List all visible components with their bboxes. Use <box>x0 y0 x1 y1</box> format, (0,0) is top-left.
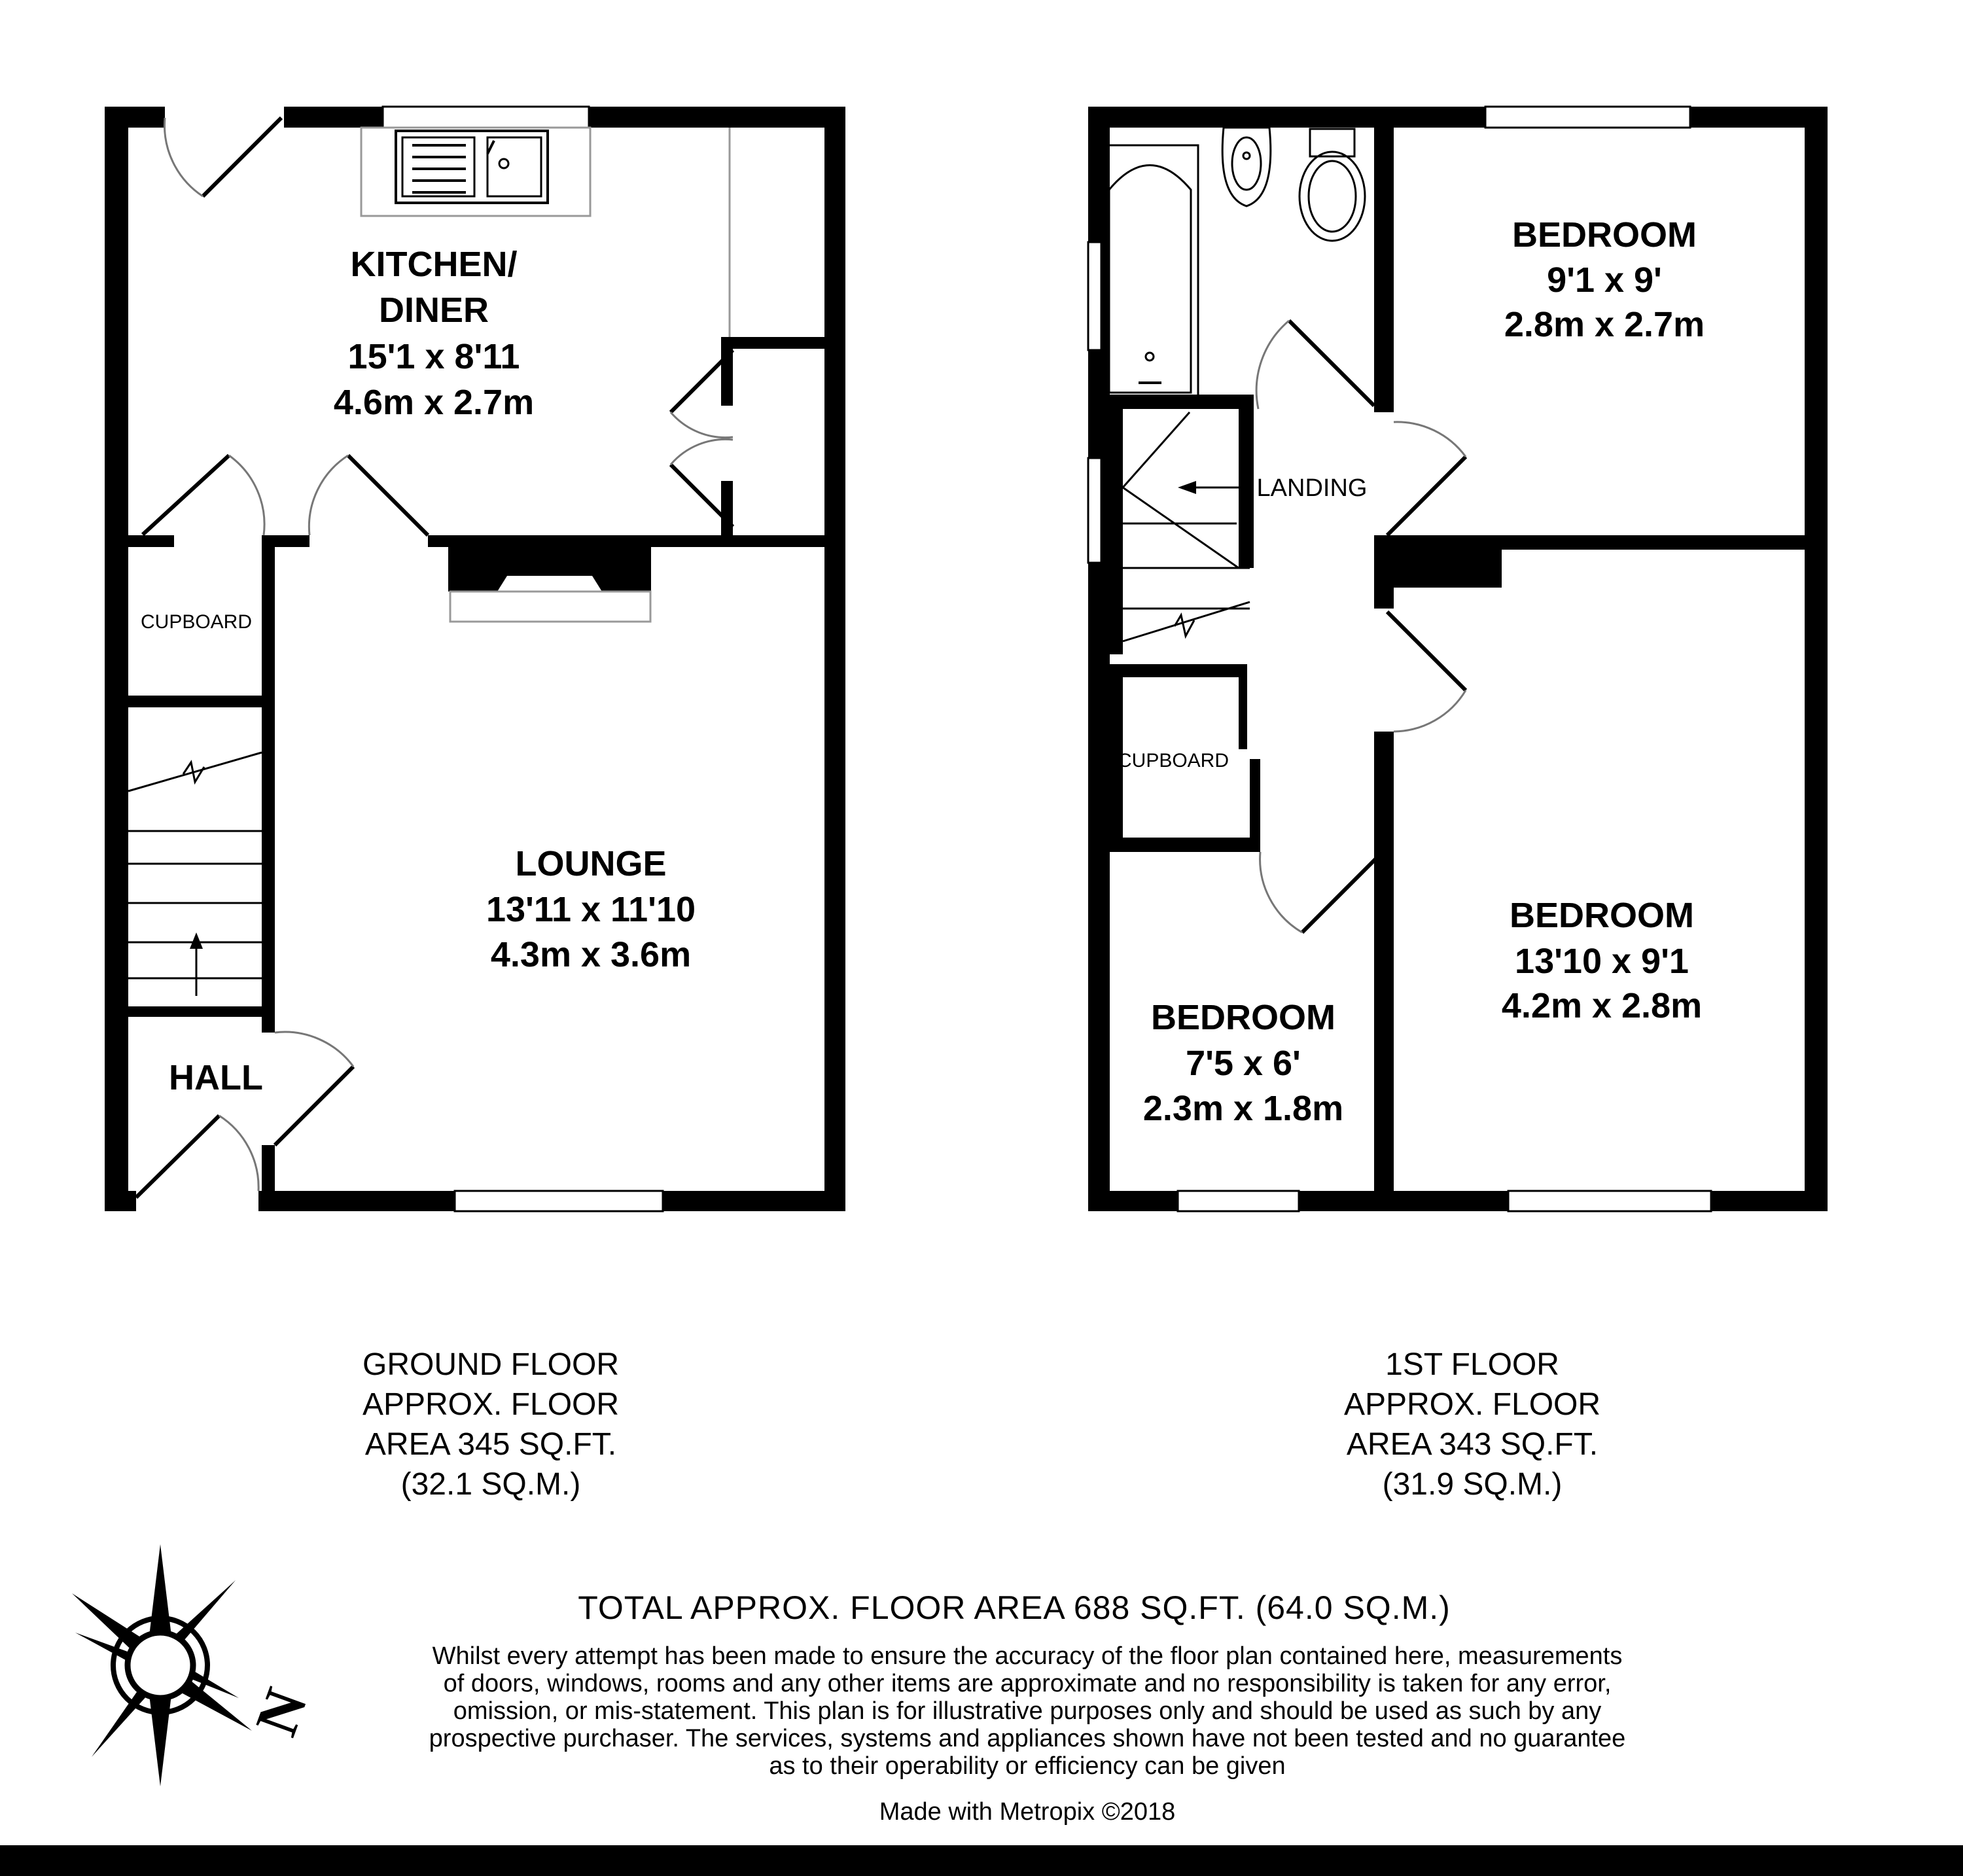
disclaimer-line4: prospective purchaser. The services, systems and appliances shown have not been tested and no guarantee <box>429 1725 1626 1752</box>
first-caption-line3: AREA 343 SQ.FT. <box>1346 1427 1599 1462</box>
ground-caption-line2: APPROX. FLOOR <box>362 1387 620 1422</box>
stairs-down-arrow-icon <box>1178 481 1243 494</box>
bedroom3-dims-imperial: 7'5 x 6' <box>1186 1044 1301 1083</box>
ground-caption-line3: AREA 345 SQ.FT. <box>364 1427 617 1462</box>
total-floor-area: TOTAL APPROX. FLOOR AREA 688 SQ.FT. (64.0 SQ.M.) <box>578 1589 1451 1626</box>
bedroom1-dims-metric: 2.8m x 2.7m <box>1504 305 1705 344</box>
hearth <box>450 592 650 622</box>
first-caption-line2: APPROX. FLOOR <box>1343 1387 1601 1422</box>
first-floor-caption <box>1243 1345 1701 1504</box>
kitchen-dims-metric: 4.6m x 2.7m <box>333 383 535 422</box>
first-door-arcs <box>1256 321 1466 932</box>
bedroom2-dims-metric: 4.2m x 2.8m <box>1501 986 1703 1025</box>
kitchen-name-line2: DINER <box>378 291 489 330</box>
basin-icon <box>1222 128 1271 206</box>
bedroom1-name: BEDROOM <box>1512 215 1697 255</box>
disclaimer <box>340 1642 1714 1780</box>
first-cupboard-label: CUPBOARD <box>1117 750 1229 771</box>
disclaimer-line2: of doors, windows, rooms and any other items are approximate and no responsibility is taken for any error, <box>443 1670 1612 1697</box>
kitchen-dims-imperial: 15'1 x 8'11 <box>347 337 520 376</box>
lounge-dims-imperial: 13'11 x 11'10 <box>486 890 696 929</box>
bedroom1-dims-imperial: 9'1 x 9' <box>1547 260 1662 300</box>
footer-bar <box>0 1845 1963 1876</box>
bedroom2-name: BEDROOM <box>1510 896 1694 935</box>
toilet-icon <box>1300 129 1365 241</box>
disclaimer-line1: Whilst every attempt has been made to ensure the accuracy of the floor plan contained here, measurements <box>432 1642 1623 1670</box>
disclaimer-line5: as to their operability or efficiency can be given <box>769 1752 1286 1780</box>
made-with-credit: Made with Metropix ©2018 <box>879 1798 1176 1826</box>
ground-caption-line4: (32.1 SQ.M.) <box>400 1467 581 1502</box>
sink-icon <box>361 128 590 216</box>
first-floor-plan <box>1088 107 1828 1211</box>
hearth-opening <box>497 576 602 592</box>
ground-cupboard-label: CUPBOARD <box>140 611 253 633</box>
first-staircase <box>1123 412 1250 641</box>
bedroom3-dims-metric: 2.3m x 1.8m <box>1142 1089 1344 1128</box>
compass-rose-icon <box>72 1544 252 1786</box>
first-caption-line1: 1ST FLOOR <box>1385 1347 1559 1382</box>
bath-icon <box>1101 145 1198 396</box>
lounge-dims-metric: 4.3m x 3.6m <box>490 935 692 974</box>
ground-caption-line1: GROUND FLOOR <box>362 1347 619 1382</box>
kitchen-name-line1: KITCHEN/ <box>350 245 518 284</box>
ground-floor-plan <box>105 107 845 1211</box>
compass-north-letter: N <box>242 1680 320 1744</box>
bedroom3-name: BEDROOM <box>1151 998 1335 1037</box>
hall-label: HALL <box>169 1058 263 1097</box>
bedroom2-dims-imperial: 13'10 x 9'1 <box>1515 942 1689 981</box>
first-caption-line4: (31.9 SQ.M.) <box>1382 1467 1563 1502</box>
ground-floor-caption <box>262 1345 720 1504</box>
landing-label: LANDING <box>1256 474 1368 502</box>
disclaimer-line3: omission, or mis-statement. This plan is for illustrative purposes only and should be used as such by any <box>453 1697 1602 1725</box>
lounge-name: LOUNGE <box>515 844 667 883</box>
